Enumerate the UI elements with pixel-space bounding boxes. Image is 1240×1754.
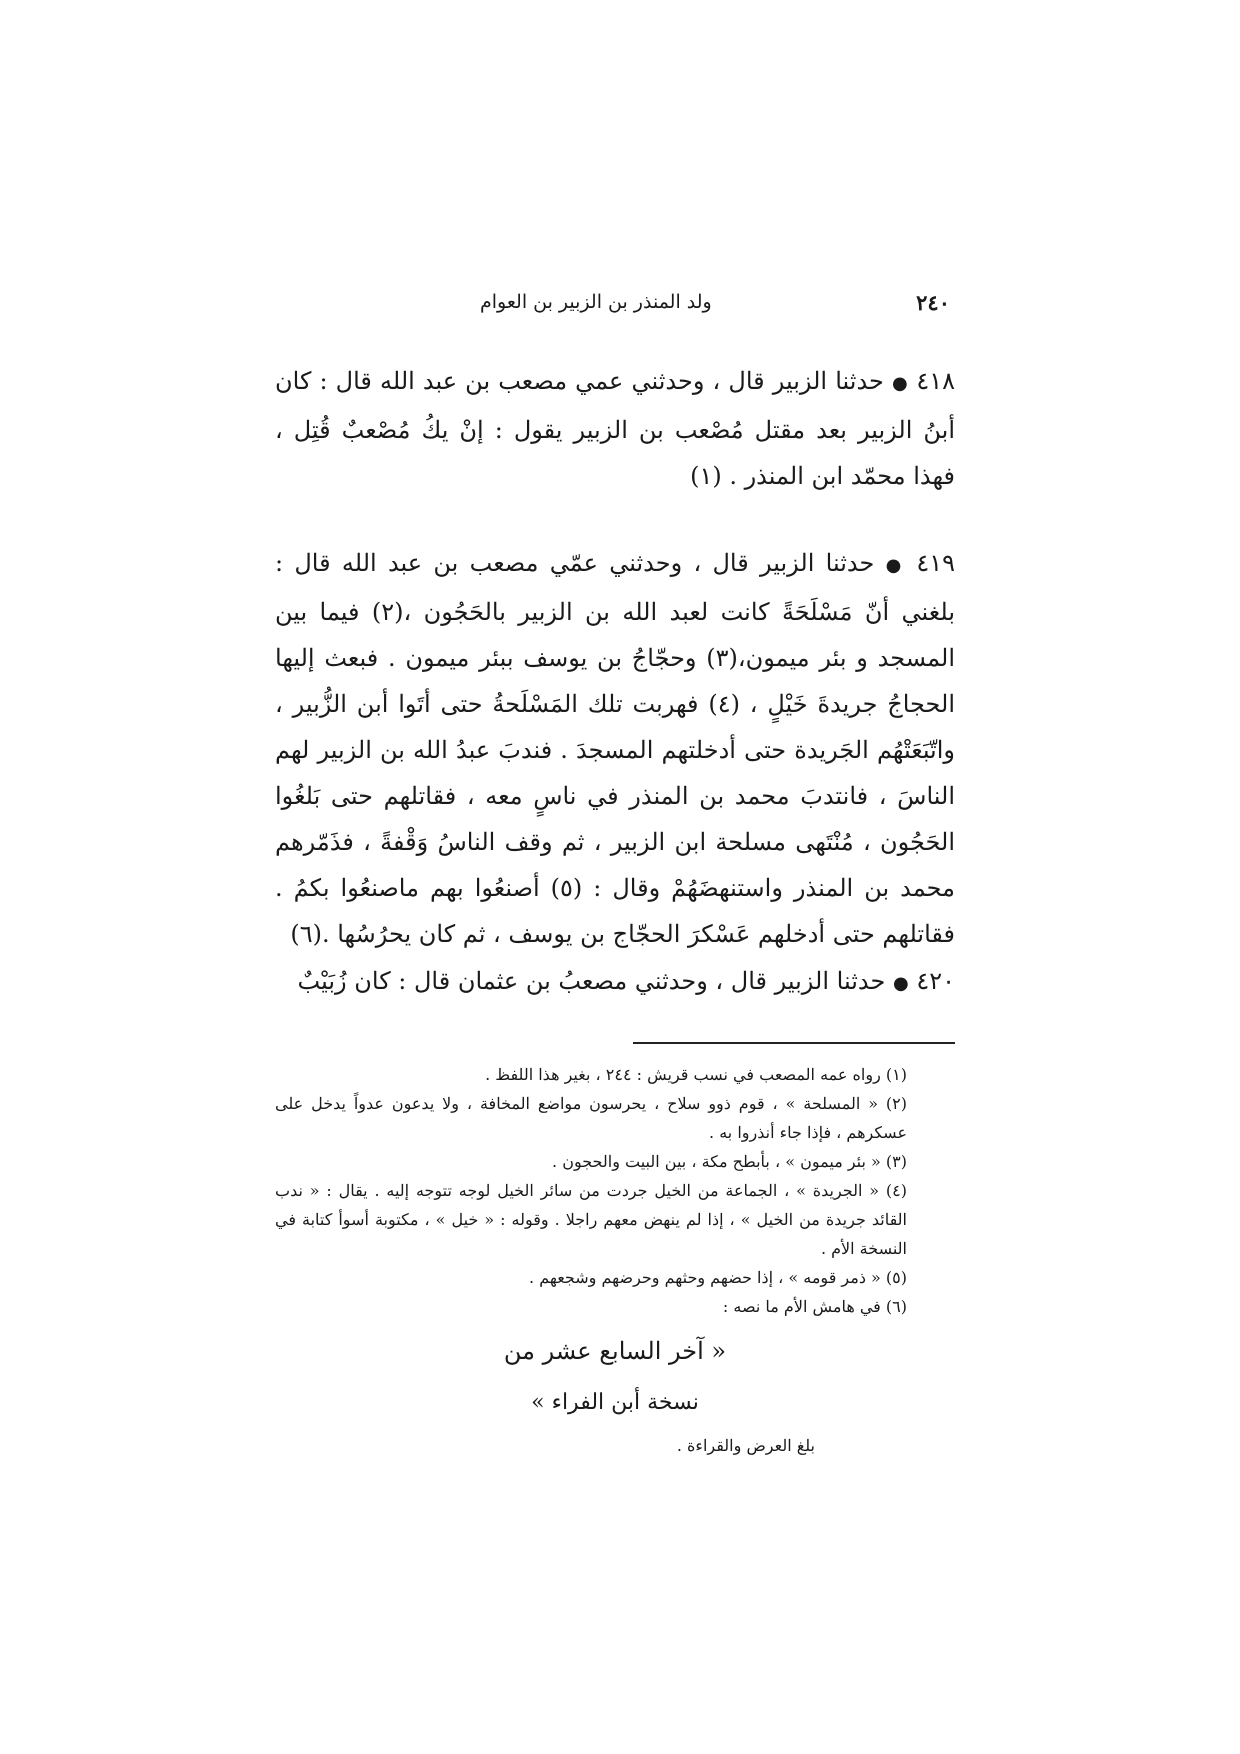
paragraph-text: حدثنا الزبير قال ، وحدثني مصعبُ بن عثمان قال : كان زُبَيْبٌ [297, 967, 886, 995]
bullet-icon: ● [892, 373, 909, 394]
paragraph-number: ٤١٨ [916, 367, 955, 395]
colophon-line-2: نسخة أبن الفراء » [531, 1390, 699, 1415]
paragraph-418 [275, 358, 955, 499]
footnote-5: (٥) « ذمر قومه » ، إذا حضهم وحثهم وحرضهم وشجعهم . [529, 1268, 907, 1287]
paragraph-text: حدثنا الزبير قال ، وحدثني عمي مصعب بن عبد الله قال : كان أبنُ الزبير بعد مقتل مُصْعب بن الزبير يقول : إنْ يكُ مُصْعبٌ قُتِل ، فهذا محمّد ابن المنذر . (١) [275, 367, 955, 490]
paragraph-419 [275, 540, 955, 957]
paragraph-number: ٤٢٠ [916, 967, 955, 995]
paragraph-number: ٤١٩ [916, 549, 955, 577]
paragraph-text: حدثنا الزبير قال ، وحدثني عمّي مصعب بن عبد الله قال : بلغني أنّ مَسْلَحَةً كانت لعبد الله بن الزبير بالحَجُون ،(٢) فيما بين المسجد و بئر ميمون،(٣) وحجّاجُ بن يوسف ببئر ميمون . فبعث إليها الحجاجُ جريدةَ خَيْلٍ ، (٤) فهربت تلك المَسْلَحةُ حتى أتَوا أبن الزُّبير ، واتّبَعَتْهُم الجَريدة حتى أدخلتهم المسجدَ . فندبَ عبدُ الله بن الزبير لهم الناسَ ، فانتدبَ محمد بن المنذر في ناسٍ معه ، فقاتلهم حتى بَلغُوا الحَجُون ، مُنْتَهى مسلحة ابن الزبير ، ثم وقف الناسُ وَقْفةً ، فذَمّرهم محمد بن المنذر واستنهضَهُمْ وقال : (٥) أصنعُوا بهم ماصنعُوا بكمُ . فقاتلهم حتى أدخلهم عَسْكرَ الحجّاج بن يوسف ، ثم كان يحرُسُها .(٦) [275, 549, 955, 948]
bullet-icon: ● [885, 555, 906, 576]
manuscript-colophon [275, 1325, 955, 1429]
footnote-1: (١) رواه عمه المصعب في نسب قريش : ٢٤٤ ، بغير هذا اللفظ . [485, 1065, 907, 1084]
footnote-2: (٢) « المسلحة » ، قوم ذوو سلاح ، يحرسون مواضع المخافة ، ولا يدعون عدواً يدخل على عسكرهم ، فإذا جاء أنذروا به . [275, 1094, 907, 1142]
page-number: ٢٤٠ [916, 289, 950, 315]
colophon-note: بلغ العرض والقراءة . [676, 1436, 815, 1455]
footnote-divider [633, 1042, 955, 1044]
footnote-6: (٦) في هامش الأم ما نصه : [722, 1297, 907, 1316]
running-header [480, 284, 950, 320]
footnote-3: (٣) « بئر ميمون » ، بأبطح مكة ، بين البيت والحجون . [552, 1152, 907, 1171]
paragraph-420 [275, 958, 955, 1007]
bullet-icon: ● [892, 973, 909, 994]
colophon-line-1: « آخر السابع عشر من [503, 1337, 727, 1365]
footnote-4: (٤) « الجريدة » ، الجماعة من الخيل جردت من سائر الخيل لوجه تتوجه إليه . يقال : « ندب القائد جريدة من الخيل » ، إذا لم ينهض معهم راجلا . وقوله : « خيل » ، مكتوبة أسوأ كتابة في النسخة الأم . [275, 1181, 907, 1258]
running-title: ولد المنذر بن الزبير بن العوام [480, 291, 712, 313]
footnotes [275, 1060, 955, 1461]
